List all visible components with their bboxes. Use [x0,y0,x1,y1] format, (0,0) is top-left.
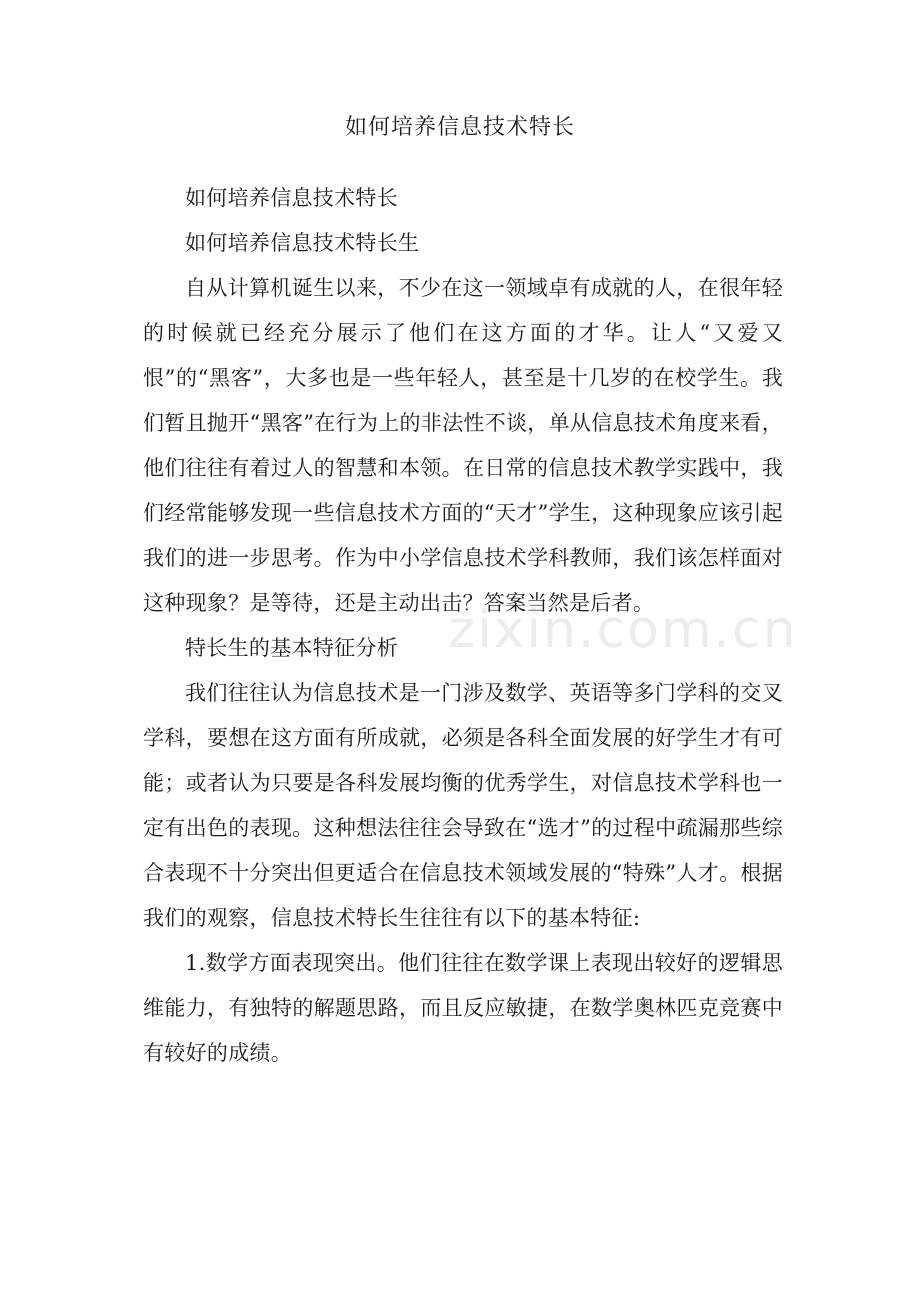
paragraph-heading: 如何培养信息技术特长 [185,186,398,210]
document-body [143,176,783,1076]
document-title: 如何培养信息技术特长 [344,115,575,140]
paragraph-intro: 自从计算机诞生以来，不少在这一领域卓有成就的人，在很年轻的时候就已经充分展示了他们在这方面的才华。让人“又爱又恨”的“黑客”，大多也是一些年轻人，甚至是十几岁的在校学生。我们暂且抛开“黑客”在行为上的非法性不谈，单从信息技术角度来看，他们往往有着过人的智慧和本领。在日常的信息技术教学实践中，我们经常能够发现一些信息技术方面的“天才”学生，这种现象应该引起我们的进一步思考。作为中小学信息技术学科教师，我们该怎样面对这种现象？是等待，还是主动出击？答案当然是后者。 [143,276,783,615]
section-heading: 特长生的基本特征分析 [185,636,398,660]
paragraph-analysis: 我们往往认为信息技术是一门涉及数学、英语等多门学科的交叉学科，要想在这方面有所成就，必须是各科全面发展的好学生才有可能；或者认为只要是各科发展均衡的优秀学生，对信息技术学科也一定有出色的表现。这种想法往往会导致在“选才”的过程中疏漏那些综合表现不十分突出但更适合在信息技术领域发展的“特殊”人才。根据我们的观察，信息技术特长生往往有以下的基本特征: [143,681,783,930]
watermark: zixin.com.cn [448,600,798,660]
paragraph-subheading: 如何培养信息技术特长生 [185,231,420,255]
paragraph-feature-1: 1.数学方面表现突出。他们往往在数学课上表现出较好的逻辑思维能力，有独特的解题思路，而且反应敏捷，在数学奥林匹克竞赛中有较好的成绩。 [143,951,783,1065]
